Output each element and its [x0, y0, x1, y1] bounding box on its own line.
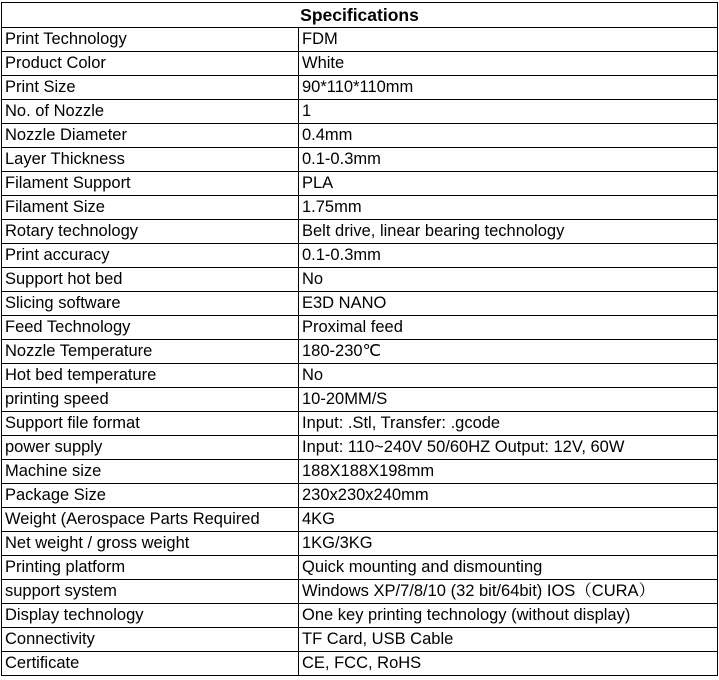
- spec-label: Hot bed temperature: [2, 364, 299, 388]
- spec-label: power supply: [2, 436, 299, 460]
- table-row: [2, 604, 718, 628]
- spec-value: 1KG/3KG: [299, 532, 718, 556]
- table-row: [2, 220, 718, 244]
- table-row: [2, 28, 718, 52]
- table-row: [2, 580, 718, 604]
- spec-value: 10-20MM/S: [299, 388, 718, 412]
- table-row: [2, 316, 718, 340]
- specifications-table: [1, 2, 718, 676]
- spec-value: 0.4mm: [299, 124, 718, 148]
- spec-value: 4KG: [299, 508, 718, 532]
- table-row: [2, 628, 718, 652]
- spec-value: 188X188X198mm: [299, 460, 718, 484]
- spec-value: Input: 110~240V 50/60HZ Output: 12V, 60W: [299, 436, 718, 460]
- spec-value: One key printing technology (without display): [299, 604, 718, 628]
- spec-label: Filament Support: [2, 172, 299, 196]
- spec-value: E3D NANO: [299, 292, 718, 316]
- spec-value: PLA: [299, 172, 718, 196]
- table-row: [2, 556, 718, 580]
- spec-label: Package Size: [2, 484, 299, 508]
- table-row: [2, 388, 718, 412]
- spec-label: Slicing software: [2, 292, 299, 316]
- spec-label: Rotary technology: [2, 220, 299, 244]
- table-row: [2, 244, 718, 268]
- spec-label: Printing platform: [2, 556, 299, 580]
- table-title: Specifications: [2, 3, 718, 28]
- spec-label: Feed Technology: [2, 316, 299, 340]
- spec-value: TF Card, USB Cable: [299, 628, 718, 652]
- spec-label: Nozzle Diameter: [2, 124, 299, 148]
- table-row: [2, 364, 718, 388]
- table-row: [2, 436, 718, 460]
- table-body: [2, 28, 718, 676]
- spec-value: 1: [299, 100, 718, 124]
- table-row: [2, 196, 718, 220]
- spec-value: FDM: [299, 28, 718, 52]
- spec-value: 230x230x240mm: [299, 484, 718, 508]
- spec-value: 180-230℃: [299, 340, 718, 364]
- table-row: [2, 100, 718, 124]
- spec-label: Support hot bed: [2, 268, 299, 292]
- table-row: [2, 532, 718, 556]
- spec-value: 0.1-0.3mm: [299, 148, 718, 172]
- spec-label: support system: [2, 580, 299, 604]
- spec-label: Weight (Aerospace Parts Required: [2, 508, 299, 532]
- spec-label: Print accuracy: [2, 244, 299, 268]
- spec-value: 0.1-0.3mm: [299, 244, 718, 268]
- spec-value: No: [299, 364, 718, 388]
- table-row: [2, 340, 718, 364]
- spec-label: Machine size: [2, 460, 299, 484]
- table-row: [2, 484, 718, 508]
- spec-value: Proximal feed: [299, 316, 718, 340]
- spec-label: printing speed: [2, 388, 299, 412]
- table-header-row: [2, 3, 718, 28]
- table-row: [2, 268, 718, 292]
- spec-label: No. of Nozzle: [2, 100, 299, 124]
- table-row: [2, 412, 718, 436]
- spec-label: Support file format: [2, 412, 299, 436]
- spec-label: Layer Thickness: [2, 148, 299, 172]
- table-row: [2, 460, 718, 484]
- spec-value: Input: .Stl, Transfer: .gcode: [299, 412, 718, 436]
- table-row: [2, 148, 718, 172]
- spec-label: Display technology: [2, 604, 299, 628]
- spec-value: Quick mounting and dismounting: [299, 556, 718, 580]
- spec-label: Filament Size: [2, 196, 299, 220]
- spec-value: 90*110*110mm: [299, 76, 718, 100]
- table-row: [2, 292, 718, 316]
- spec-label: Print Size: [2, 76, 299, 100]
- table-row: [2, 76, 718, 100]
- spec-value: Belt drive, linear bearing technology: [299, 220, 718, 244]
- spec-label: Nozzle Temperature: [2, 340, 299, 364]
- table-row: [2, 652, 718, 676]
- spec-label: Print Technology: [2, 28, 299, 52]
- spec-value: White: [299, 52, 718, 76]
- spec-label: Connectivity: [2, 628, 299, 652]
- spec-value: CE, FCC, RoHS: [299, 652, 718, 676]
- table-row: [2, 52, 718, 76]
- spec-value: Windows XP/7/8/10 (32 bit/64bit) IOS（CURA）: [299, 580, 718, 604]
- spec-value: No: [299, 268, 718, 292]
- spec-value: 1.75mm: [299, 196, 718, 220]
- table-row: [2, 508, 718, 532]
- spec-label: Net weight / gross weight: [2, 532, 299, 556]
- spec-label: Product Color: [2, 52, 299, 76]
- table-row: [2, 172, 718, 196]
- spec-label: Certificate: [2, 652, 299, 676]
- table-row: [2, 124, 718, 148]
